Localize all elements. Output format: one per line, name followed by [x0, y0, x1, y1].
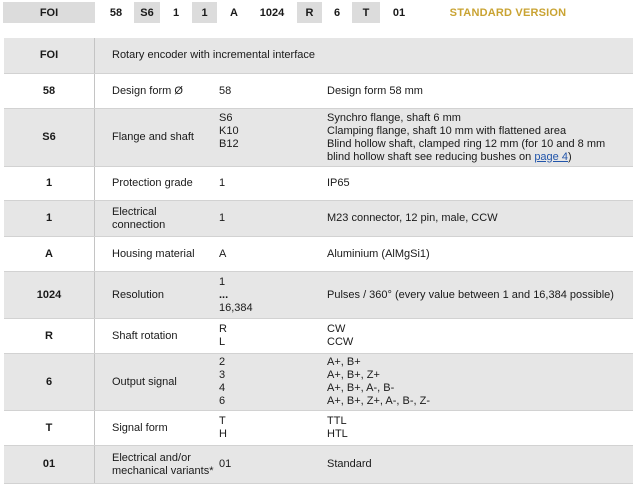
- value-item: L: [219, 336, 226, 348]
- row-code: 1: [4, 167, 95, 200]
- row-values: [219, 354, 319, 410]
- code-box-variants: 01: [384, 2, 414, 23]
- row-descriptions: [327, 446, 627, 483]
- description-item: A+, B+, Z+, A-, B-, Z-: [327, 395, 431, 407]
- row-code: R: [4, 319, 95, 353]
- row-values: [219, 319, 319, 353]
- row-feature: Housing material: [112, 247, 195, 260]
- value-item: R: [219, 323, 227, 335]
- row-values: [219, 411, 319, 445]
- value-item: T: [219, 415, 226, 427]
- description-item: Blind hollow shaft, clamped ring 12 mm (for 10 and 8 mm blind hollow shaft see reducing bushes on page 4): [327, 137, 606, 163]
- description-item: Standard: [327, 458, 372, 470]
- value-item: 6: [219, 395, 226, 407]
- row-descriptions: [327, 272, 627, 318]
- value-item: H: [219, 428, 227, 440]
- code-box-output: 6: [325, 2, 349, 23]
- row-code: FOI: [4, 38, 95, 73]
- description-item: HTL: [327, 428, 348, 440]
- code-box-flange: S6: [134, 2, 160, 23]
- row-descriptions: [327, 411, 627, 445]
- description-item: CCW: [327, 336, 354, 348]
- table-row-design-form: [4, 74, 633, 109]
- row-code: 58: [4, 74, 95, 108]
- row-values: [219, 201, 319, 236]
- row-values: [219, 167, 319, 200]
- row-feature: Electrical connection: [112, 205, 166, 231]
- page-4-link[interactable]: page 4: [534, 150, 568, 163]
- description-item: Synchro flange, shaft 6 mm: [327, 111, 461, 124]
- value-item: A: [219, 247, 227, 260]
- row-code: 01: [4, 446, 95, 483]
- description-item: M23 connector, 12 pin, male, CCW: [327, 212, 498, 224]
- row-descriptions: [327, 354, 627, 410]
- description-item: IP65: [327, 177, 350, 189]
- row-descriptions: [327, 109, 627, 166]
- value-item: 01: [219, 458, 232, 470]
- row-descriptions: [327, 74, 627, 108]
- code-box-foi: FOI: [3, 2, 95, 23]
- code-box-signal-form: T: [352, 2, 380, 23]
- row-feature: Flange and shaft: [112, 131, 194, 143]
- row-values: [219, 237, 319, 271]
- row-feature: Signal form: [112, 421, 168, 434]
- table-row-electrical-connection: [4, 201, 633, 237]
- code-box-housing: A: [222, 2, 246, 23]
- description-item: A+, B+, Z+: [327, 369, 380, 381]
- value-item: 16,384: [219, 301, 253, 314]
- value-item: 58: [219, 84, 232, 97]
- value-item: 4: [219, 382, 226, 394]
- row-feature: Rotary encoder with incremental interface: [112, 49, 315, 61]
- row-code: T: [4, 411, 95, 445]
- code-box-design-form: 58: [104, 2, 128, 23]
- row-feature: Shaft rotation: [112, 329, 178, 342]
- code-box-protection: 1: [165, 2, 187, 23]
- row-code: S6: [4, 109, 95, 166]
- description-item: A+, B+, A-, B-: [327, 382, 395, 394]
- value-item: 1: [219, 212, 226, 224]
- specification-table: [4, 38, 633, 484]
- row-feature: Resolution: [112, 288, 164, 301]
- row-feature: Design form Ø: [112, 84, 183, 97]
- value-item: S6: [219, 111, 233, 124]
- table-row-variants: [4, 446, 633, 484]
- order-code-strip: [0, 2, 637, 23]
- value-item: 1: [219, 275, 226, 288]
- row-descriptions: [327, 319, 627, 353]
- row-code: 1024: [4, 272, 95, 318]
- value-item: ...: [219, 288, 229, 301]
- table-row-foi: [4, 38, 633, 74]
- row-feature: Protection grade: [112, 177, 193, 189]
- row-descriptions: [327, 167, 627, 200]
- description-item: TTL: [327, 415, 347, 427]
- row-values: [219, 446, 319, 483]
- description-item: Aluminium (AlMgSi1): [327, 247, 430, 260]
- description-item: CW: [327, 323, 346, 335]
- row-descriptions: [327, 201, 627, 236]
- table-row-shaft-rotation: [4, 319, 633, 354]
- row-feature: Output signal: [112, 375, 177, 388]
- value-item: K10: [219, 124, 239, 137]
- code-box-rotation: R: [297, 2, 322, 23]
- row-code: 6: [4, 354, 95, 410]
- value-item: B12: [219, 137, 239, 150]
- row-code: 1: [4, 201, 95, 236]
- table-row-housing: [4, 237, 633, 272]
- row-descriptions: [327, 237, 627, 271]
- row-values: [219, 74, 319, 108]
- code-box-connection: 1: [192, 2, 217, 23]
- value-item: 2: [219, 356, 226, 368]
- table-row-flange-shaft: [4, 109, 633, 167]
- table-row-output-signal: [4, 354, 633, 411]
- row-feature: Electrical and/or mechanical variants*: [112, 451, 214, 477]
- value-item: 1: [219, 177, 226, 189]
- description-item: Pulses / 360° (every value between 1 and 16,384 possible): [327, 288, 614, 301]
- code-box-resolution: 1024: [252, 2, 292, 23]
- description-item: Clamping flange, shaft 10 mm with flattened area: [327, 124, 567, 137]
- description-item: A+, B+: [327, 356, 361, 368]
- row-values: [219, 109, 319, 166]
- standard-version-label: STANDARD VERSION: [449, 6, 567, 19]
- row-code: A: [4, 237, 95, 271]
- description-item: Design form 58 mm: [327, 84, 423, 97]
- table-row-signal-form: [4, 411, 633, 446]
- table-row-protection: [4, 167, 633, 201]
- value-item: 3: [219, 369, 226, 381]
- table-row-resolution: [4, 272, 633, 319]
- row-values: [219, 272, 319, 318]
